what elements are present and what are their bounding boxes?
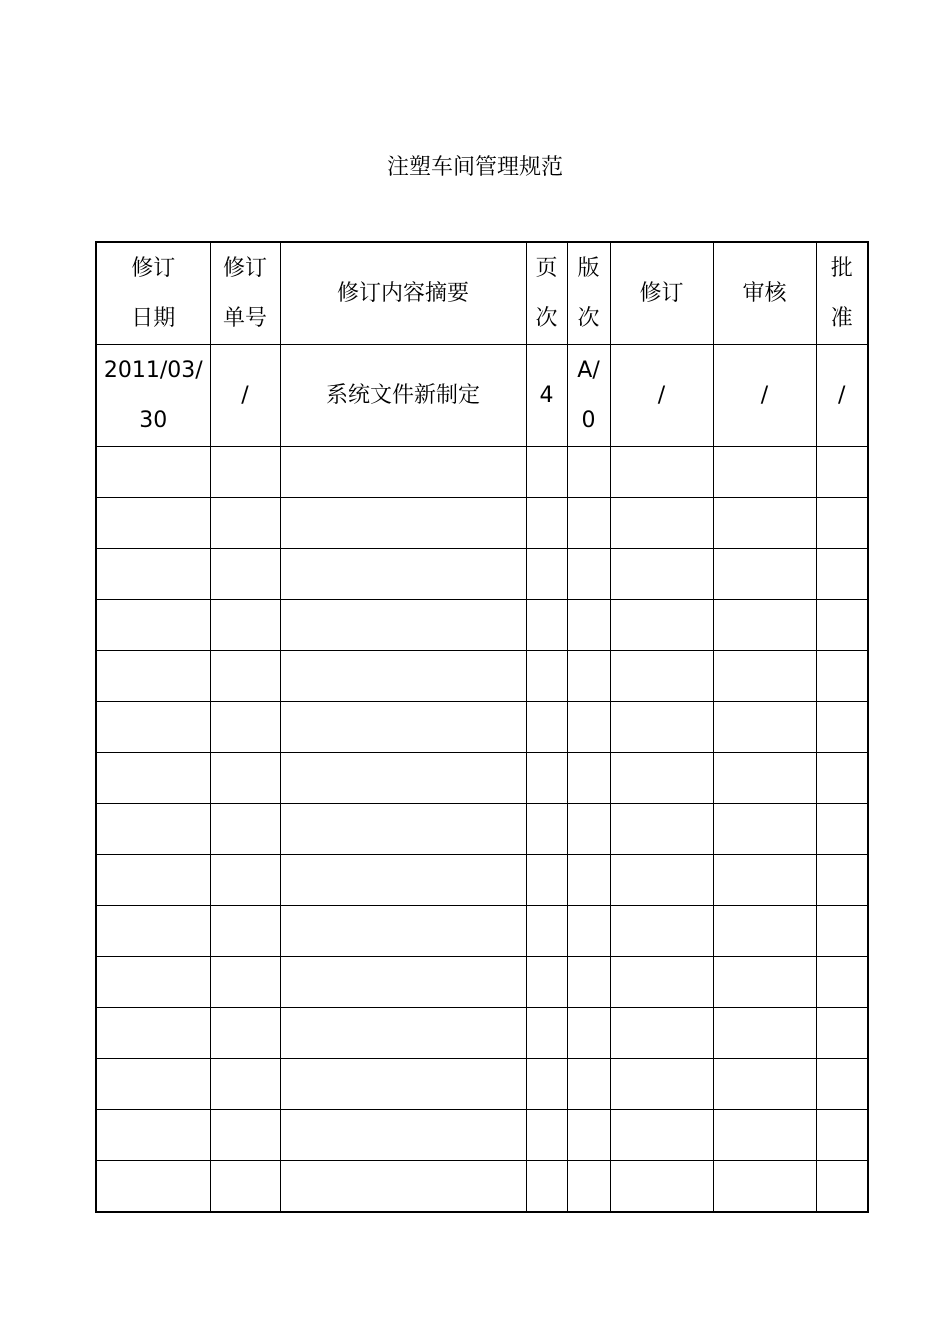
table-cell-empty (816, 447, 868, 498)
table-cell-empty (610, 957, 713, 1008)
table-cell-empty (96, 651, 210, 702)
table-cell-empty (526, 600, 567, 651)
cell-page: 4 (526, 345, 567, 447)
table-cell-empty (567, 651, 610, 702)
table-cell-empty (567, 804, 610, 855)
table-cell-empty (610, 1008, 713, 1059)
table-cell-empty (280, 1059, 526, 1110)
table-cell-empty (96, 549, 210, 600)
table-row-empty (96, 498, 868, 549)
table-cell-empty (526, 906, 567, 957)
table-cell-empty (210, 447, 280, 498)
table-cell-empty (567, 702, 610, 753)
table-cell-empty (816, 804, 868, 855)
cell-approved-by: / (816, 345, 868, 447)
table-header-row (96, 242, 868, 345)
table-cell-empty (280, 957, 526, 1008)
table-cell-empty (713, 600, 816, 651)
header-revision-date: 修订日期 (96, 242, 210, 345)
table-cell-empty (210, 1059, 280, 1110)
table-cell-empty (526, 702, 567, 753)
table-cell-empty (96, 1110, 210, 1161)
table-cell-empty (210, 753, 280, 804)
table-cell-empty (526, 1110, 567, 1161)
table-cell-empty (816, 1008, 868, 1059)
table-cell-empty (713, 702, 816, 753)
table-cell-empty (713, 1110, 816, 1161)
header-approved-by: 批准 (816, 242, 868, 345)
table-cell-empty (713, 957, 816, 1008)
table-cell-empty (96, 906, 210, 957)
header-revision-number: 修订单号 (210, 242, 280, 345)
table-cell-empty (280, 753, 526, 804)
table-cell-empty (567, 1161, 610, 1213)
table-cell-empty (816, 600, 868, 651)
table-cell-empty (610, 804, 713, 855)
table-cell-empty (816, 498, 868, 549)
table-cell-empty (526, 1161, 567, 1213)
table-cell-empty (210, 1008, 280, 1059)
table-cell-empty (610, 702, 713, 753)
header-revised-by: 修订 (610, 242, 713, 345)
table-cell-empty (210, 906, 280, 957)
table-cell-empty (713, 804, 816, 855)
table-cell-empty (280, 1161, 526, 1213)
table-row-empty (96, 855, 868, 906)
table-cell-empty (610, 1110, 713, 1161)
table-cell-empty (816, 549, 868, 600)
table-cell-empty (526, 957, 567, 1008)
table-cell-empty (280, 1008, 526, 1059)
table-cell-empty (610, 1059, 713, 1110)
table-cell-empty (526, 804, 567, 855)
table-cell-empty (210, 1161, 280, 1213)
table-cell-empty (713, 498, 816, 549)
table-cell-empty (280, 804, 526, 855)
table-cell-empty (210, 957, 280, 1008)
table-cell-empty (280, 1110, 526, 1161)
table-cell-empty (816, 753, 868, 804)
table-cell-empty (610, 1161, 713, 1213)
table-cell-empty (816, 957, 868, 1008)
table-cell-empty (610, 855, 713, 906)
table-cell-empty (816, 702, 868, 753)
header-revision-summary: 修订内容摘要 (280, 242, 526, 345)
table-cell-empty (210, 804, 280, 855)
table-cell-empty (567, 1059, 610, 1110)
header-version: 版次 (567, 242, 610, 345)
table-cell-empty (96, 498, 210, 549)
table-cell-empty (280, 549, 526, 600)
table-cell-empty (713, 753, 816, 804)
table-cell-empty (526, 753, 567, 804)
table-cell-empty (713, 1008, 816, 1059)
table-cell-empty (610, 600, 713, 651)
table-cell-empty (280, 906, 526, 957)
table-row-empty (96, 651, 868, 702)
table-cell-empty (526, 1059, 567, 1110)
table-cell-empty (210, 855, 280, 906)
table-cell-empty (96, 702, 210, 753)
table-cell-empty (567, 957, 610, 1008)
table-cell-empty (610, 447, 713, 498)
table-row-empty (96, 600, 868, 651)
table-row-empty (96, 702, 868, 753)
table-cell-empty (567, 600, 610, 651)
table-cell-empty (210, 498, 280, 549)
table-cell-empty (610, 753, 713, 804)
table-cell-empty (280, 600, 526, 651)
table-row-empty (96, 906, 868, 957)
table-cell-empty (280, 855, 526, 906)
table-cell-empty (567, 1008, 610, 1059)
table-cell-empty (713, 1059, 816, 1110)
table-cell-empty (210, 549, 280, 600)
table-cell-empty (567, 1110, 610, 1161)
cell-revision-summary: 系统文件新制定 (280, 345, 526, 447)
table-cell-empty (567, 498, 610, 549)
table-cell-empty (816, 651, 868, 702)
table-cell-empty (816, 906, 868, 957)
table-cell-empty (713, 906, 816, 957)
document-title: 注塑车间管理规范 (386, 155, 563, 180)
table-row-empty (96, 1008, 868, 1059)
table-cell-empty (96, 1161, 210, 1213)
table-row-empty (96, 753, 868, 804)
table-cell-empty (816, 1161, 868, 1213)
table-row-empty (96, 1059, 868, 1110)
table-cell-empty (610, 906, 713, 957)
table-row (96, 345, 868, 447)
table-cell-empty (816, 855, 868, 906)
table-cell-empty (210, 702, 280, 753)
cell-version: A/0 (567, 345, 610, 447)
header-reviewed-by: 审核 (713, 242, 816, 345)
table-cell-empty (816, 1110, 868, 1161)
table-row-empty (96, 1110, 868, 1161)
table-cell-empty (567, 447, 610, 498)
table-cell-empty (96, 855, 210, 906)
table-cell-empty (96, 957, 210, 1008)
header-page: 页次 (526, 242, 567, 345)
table-cell-empty (96, 753, 210, 804)
table-cell-empty (526, 447, 567, 498)
table-row-empty (96, 957, 868, 1008)
table-cell-empty (96, 1008, 210, 1059)
table-cell-empty (567, 906, 610, 957)
table-cell-empty (816, 1059, 868, 1110)
table-cell-empty (96, 804, 210, 855)
table-row-empty (96, 804, 868, 855)
table-cell-empty (713, 855, 816, 906)
table-cell-empty (96, 1059, 210, 1110)
table-cell-empty (280, 651, 526, 702)
table-cell-empty (526, 855, 567, 906)
table-cell-empty (96, 447, 210, 498)
table-cell-empty (280, 498, 526, 549)
cell-revision-number: / (210, 345, 280, 447)
cell-reviewed-by: / (713, 345, 816, 447)
table-cell-empty (526, 498, 567, 549)
table-cell-empty (526, 1008, 567, 1059)
table-cell-empty (210, 600, 280, 651)
table-cell-empty (96, 600, 210, 651)
table-cell-empty (713, 549, 816, 600)
table-cell-empty (567, 549, 610, 600)
table-cell-empty (567, 753, 610, 804)
table-cell-empty (713, 447, 816, 498)
table-cell-empty (567, 855, 610, 906)
table-cell-empty (713, 1161, 816, 1213)
table-cell-empty (210, 651, 280, 702)
table-cell-empty (526, 651, 567, 702)
table-cell-empty (210, 1110, 280, 1161)
table-cell-empty (280, 702, 526, 753)
table-cell-empty (713, 651, 816, 702)
table-cell-empty (610, 549, 713, 600)
table-cell-empty (526, 549, 567, 600)
table-row-empty (96, 549, 868, 600)
cell-revision-date: 2011/03/30 (96, 345, 210, 447)
table-cell-empty (610, 651, 713, 702)
table-cell-empty (280, 447, 526, 498)
table-cell-empty (610, 498, 713, 549)
table-row-empty (96, 447, 868, 498)
revision-table (95, 241, 869, 1213)
cell-revised-by: / (610, 345, 713, 447)
table-row-empty (96, 1161, 868, 1213)
